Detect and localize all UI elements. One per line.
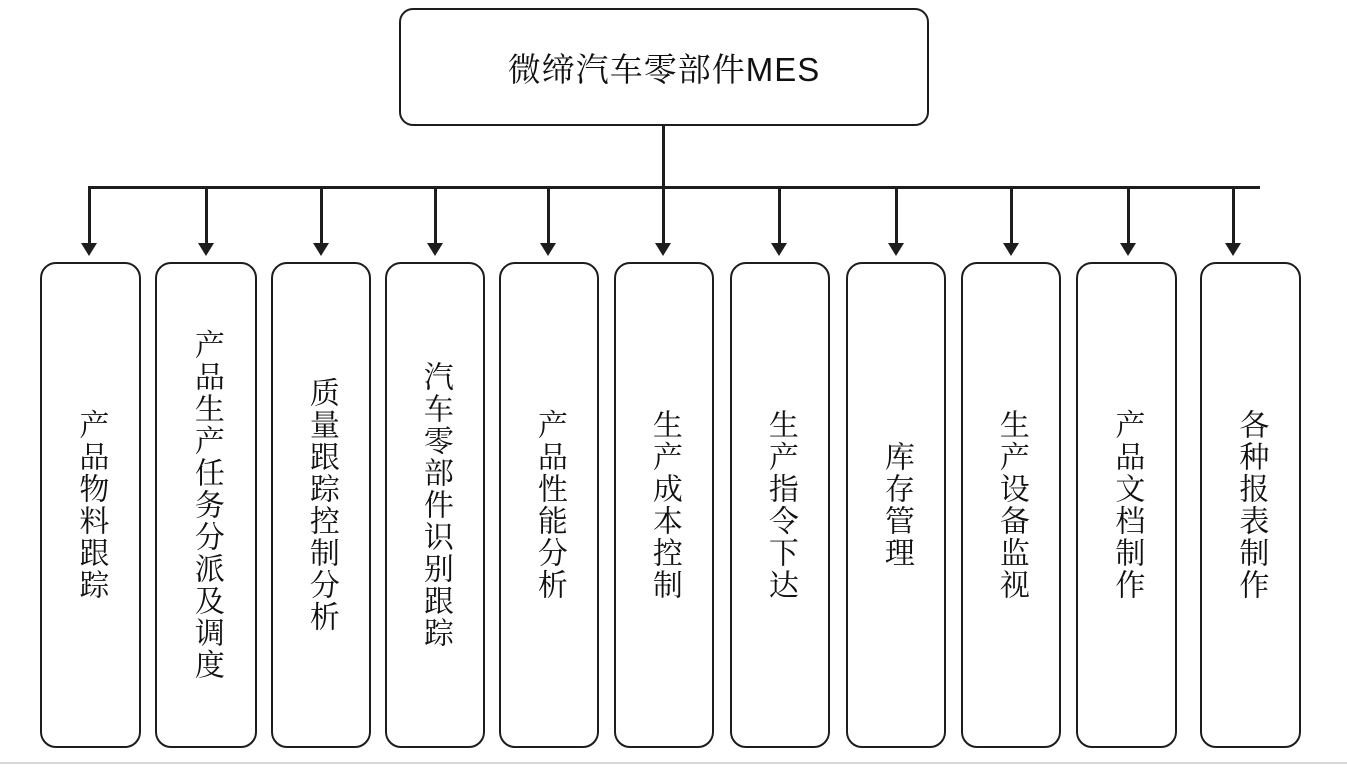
drop-line-10 [1127,186,1130,246]
arrow-head-11 [1225,243,1241,256]
leaf-node-1 [40,262,141,748]
root-stem-line [662,126,665,188]
leaf-node-6 [614,262,714,748]
drop-line-11 [1232,186,1235,246]
drop-line-1 [88,186,91,246]
drop-line-6 [662,186,665,246]
arrow-head-10 [1120,243,1136,256]
arrow-head-9 [1003,243,1019,256]
leaf-node-10-label: 产品文档制作 [1110,409,1144,601]
arrow-head-1 [81,243,97,256]
arrow-head-8 [888,243,904,256]
leaf-node-3-label: 质量跟踪控制分析 [304,377,338,633]
drop-line-4 [434,186,437,246]
leaf-node-5-label: 产品性能分析 [532,409,566,601]
drop-line-5 [547,186,550,246]
leaf-node-6-label: 生产成本控制 [647,409,681,601]
arrow-head-7 [771,243,787,256]
arrow-head-6 [655,243,671,256]
leaf-node-9-label: 生产设备监视 [994,409,1028,601]
arrow-head-5 [540,243,556,256]
leaf-node-5 [499,262,599,748]
leaf-node-9 [961,262,1061,748]
leaf-node-7-label: 生产指令下达 [763,409,797,601]
drop-line-7 [778,186,781,246]
leaf-node-2 [155,262,257,748]
leaf-node-4 [385,262,485,748]
leaf-node-2-label: 产品生产任务分派及调度 [189,329,223,681]
arrow-head-3 [313,243,329,256]
leaf-node-1-label: 产品物料跟踪 [74,409,108,601]
root-node [399,8,929,126]
leaf-node-8 [846,262,946,748]
drop-line-8 [895,186,898,246]
drop-line-2 [205,186,208,246]
drop-line-3 [320,186,323,246]
leaf-node-3 [271,262,371,748]
arrow-head-2 [198,243,214,256]
arrow-head-4 [427,243,443,256]
leaf-node-8-label: 库存管理 [879,441,913,569]
drop-line-9 [1010,186,1013,246]
horizontal-bus-line [88,186,1260,189]
root-node-label: 微缔汽车零部件MES [507,50,821,88]
leaf-node-4-label: 汽车零部件识别跟踪 [418,361,452,649]
bottom-divider [0,762,1347,764]
leaf-node-11-label: 各种报表制作 [1234,409,1268,601]
leaf-node-7 [730,262,830,748]
leaf-node-11 [1200,262,1301,748]
leaf-node-10 [1076,262,1177,748]
